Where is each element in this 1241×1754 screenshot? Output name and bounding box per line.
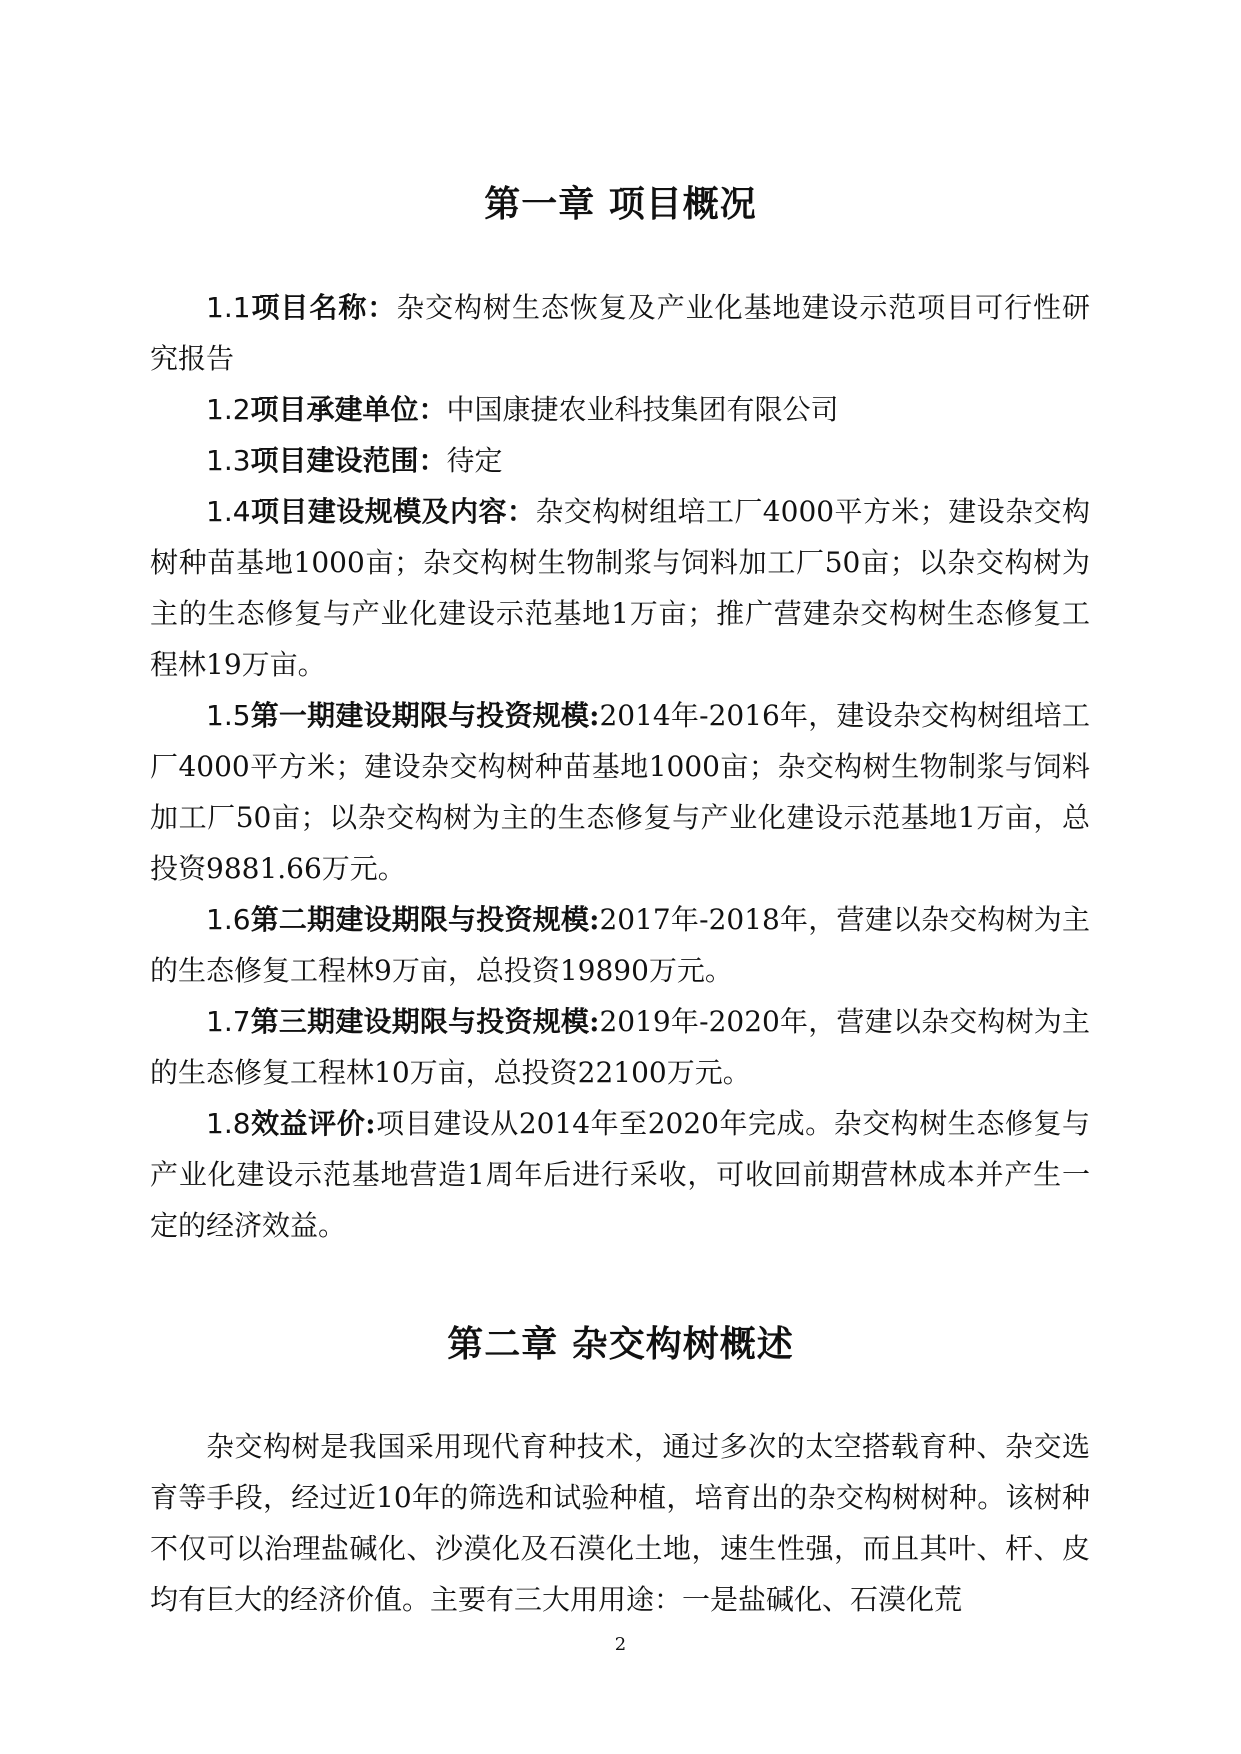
item-number: 1.1 [206,291,251,324]
item-label: 效益评价: [250,1107,376,1140]
item-text: 项目建设从2014年至2020年完成。杂交构树生态修复与产业化建设示范基地营造1周年后进行采收，可收回前期营林成本并产生一定的经济效益。 [150,1107,1090,1242]
item-label: 第一期建设期限与投资规模: [250,699,600,732]
item-label: 项目名称： [250,291,397,324]
item-text: 待定 [446,444,503,477]
item-label: 第二期建设期限与投资规模: [250,903,600,936]
item-1-8 [150,1098,1090,1251]
item-label: 项目承建单位： [250,393,447,426]
item-text: 2014年-2016年，建设杂交构树组培工厂4000平方米；建设杂交构树种苗基地1000亩；杂交构树生物制浆与饲料加工厂50亩；以杂交构树为主的生态修复与产业化建设示范基地1万亩，总投资9881.66万元。 [150,699,1091,885]
item-number: 1.4 [206,495,251,528]
chapter-1-title: 第一章 项目概况 [484,183,757,225]
item-1-1 [150,282,1090,384]
item-text: 杂交构树生态恢复及产业化基地建设示范项目可行性研究报告 [150,291,1090,375]
item-number: 1.5 [206,699,251,732]
item-1-6 [150,894,1090,996]
item-1-4 [150,486,1090,690]
item-label: 第三期建设期限与投资规模: [250,1005,600,1038]
item-text: 杂交构树组培工厂4000平方米；建设杂交构树种苗基地1000亩；杂交构树生物制浆与饲料加工厂50亩；以杂交构树为主的生态修复与产业化建设示范基地1万亩；推广营建杂交构树生态修复工程林19万亩。 [150,495,1090,681]
item-number: 1.7 [206,1005,251,1038]
item-number: 1.6 [206,903,251,936]
page-number: 2 [614,1634,627,1655]
item-text: 2017年-2018年，营建以杂交构树为主的生态修复工程林9万亩，总投资19890万元。 [150,903,1091,987]
item-label: 项目建设规模及内容： [250,495,536,528]
item-1-7 [150,996,1090,1098]
item-1-5 [150,690,1090,894]
item-1-2 [150,384,1090,435]
chapter-2-body [150,1421,1090,1625]
chapter-2-title: 第二章 杂交构树概述 [447,1323,794,1365]
chapter-2-paragraph: 杂交构树是我国采用现代育种技术，通过多次的太空搭载育种、杂交选育等手段，经过近10年的筛选和试验种植，培育出的杂交构树树种。该树种不仅可以治理盐碱化、沙漠化及石漠化土地，速生性强，而且其叶、杆、皮均有巨大的经济价值。主要有三大用用途：一是盐碱化、石漠化荒 [150,1430,1090,1616]
chapter-1-body [150,282,1090,1251]
item-number: 1.3 [206,444,251,477]
item-text: 中国康捷农业科技集团有限公司 [446,393,839,426]
item-number: 1.2 [206,393,251,426]
item-number: 1.8 [206,1107,251,1140]
item-text: 2019年-2020年，营建以杂交构树为主的生态修复工程林10万亩，总投资22100万元。 [150,1005,1091,1089]
item-label: 项目建设范围： [250,444,447,477]
item-1-3 [150,435,1090,486]
